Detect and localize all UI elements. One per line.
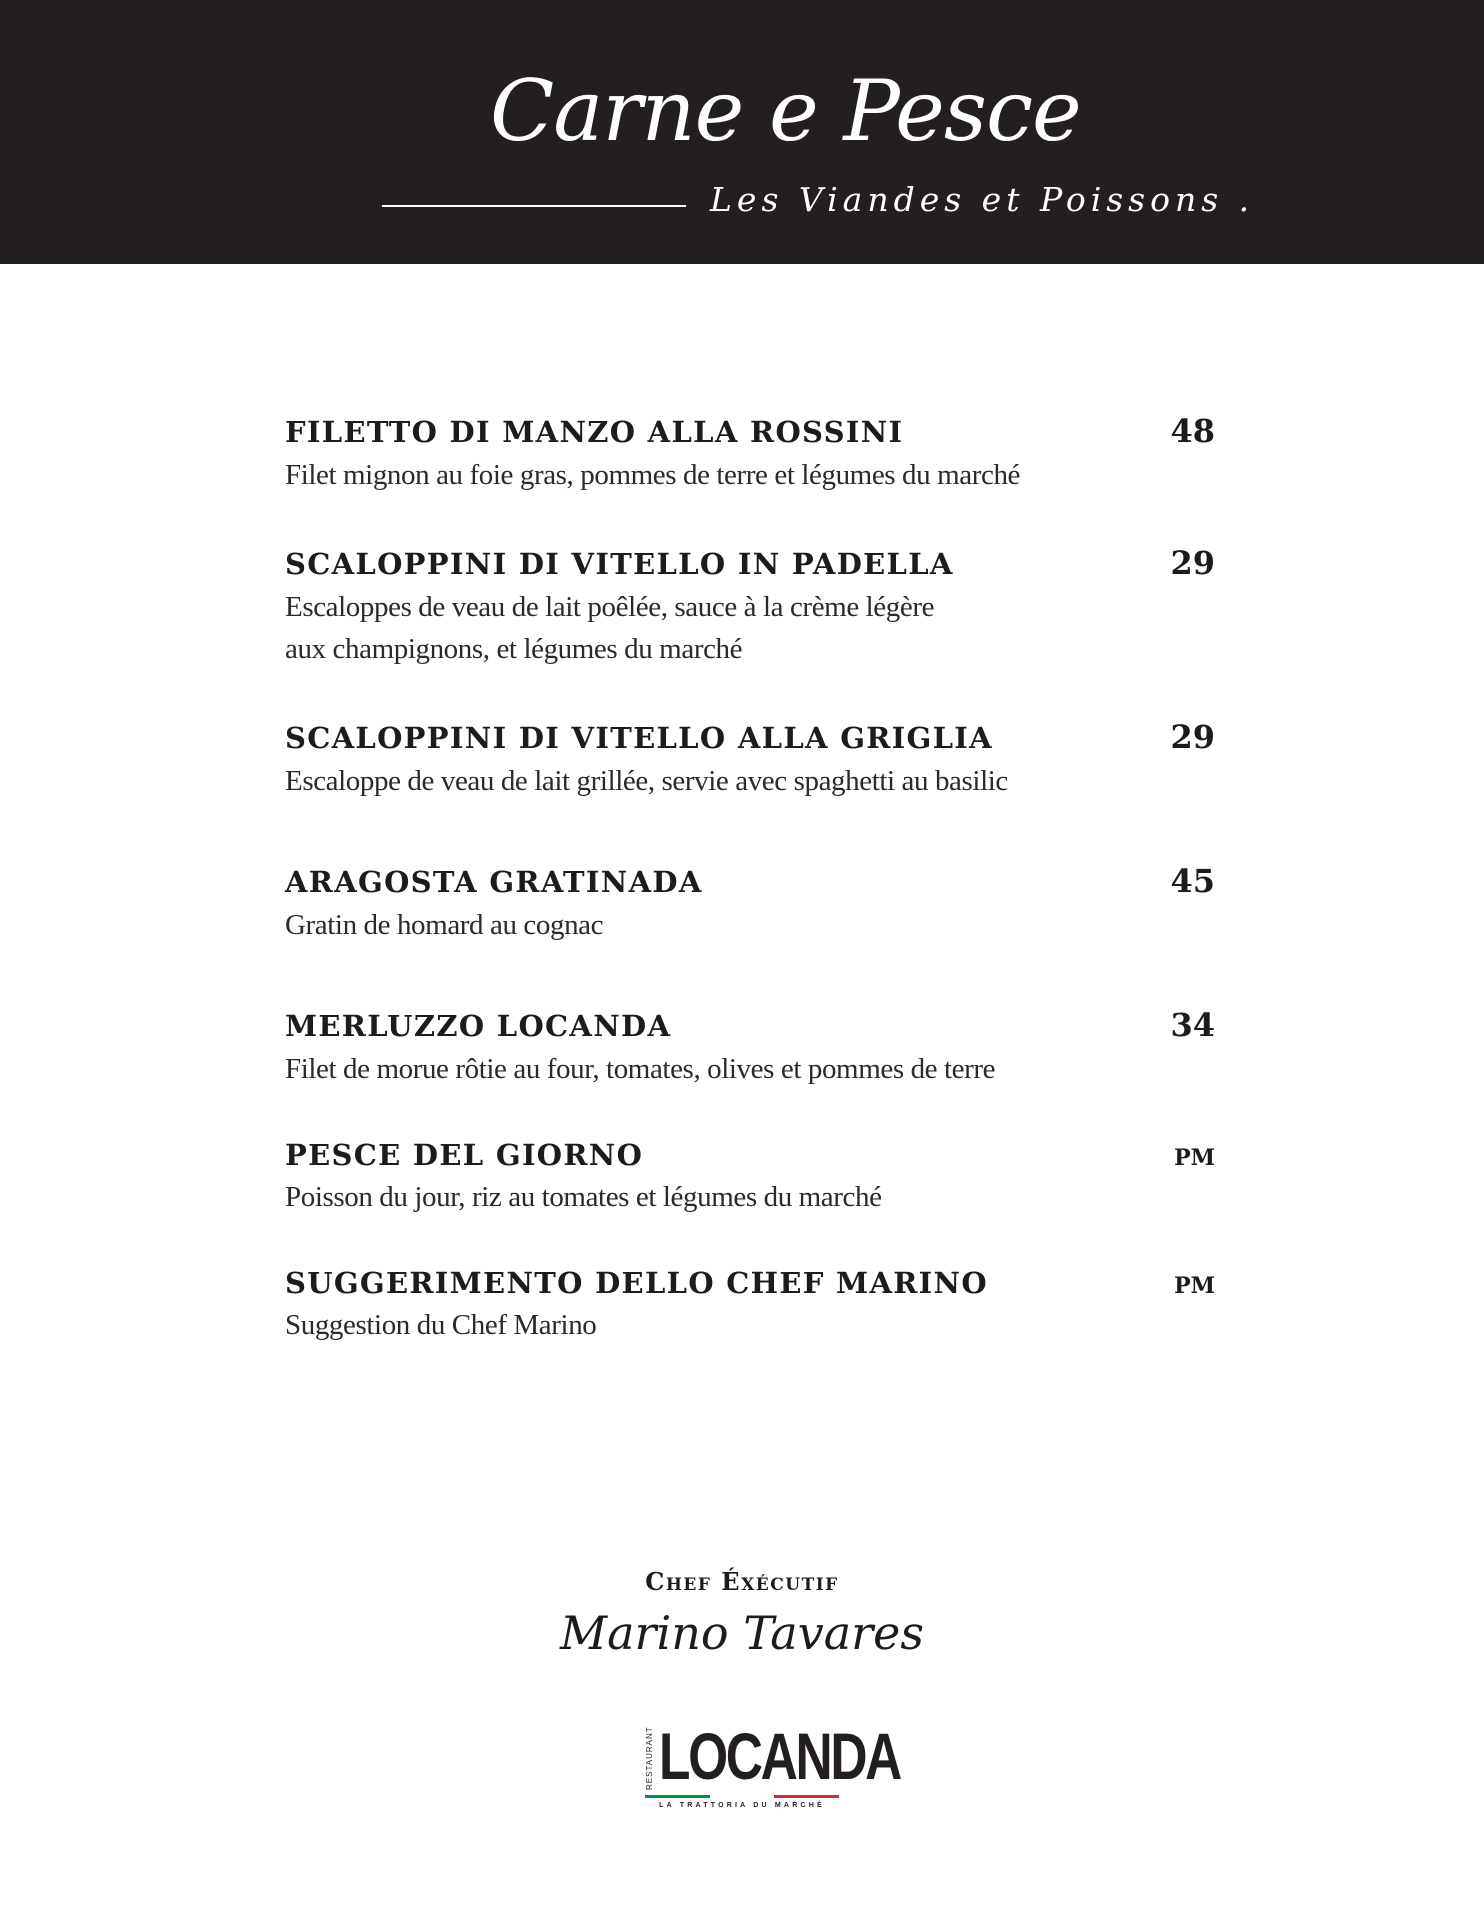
- menu-item-description: Escaloppe de veau de lait grillée, servie avec spaghetti au basilic: [285, 765, 1008, 797]
- restaurant-logo: [645, 1719, 900, 1814]
- menu-item-description: Filet de morue rôtie au four, tomates, olives et pommes de terre: [285, 1053, 996, 1085]
- menu-item-name: MERLUZZO LOCANDA: [285, 1009, 672, 1043]
- menu-item: [285, 718, 1215, 802]
- menu-item-description: Gratin de homard au cognac: [285, 909, 604, 941]
- menu-item-price: PM: [1174, 1273, 1215, 1299]
- menu-item-name: SUGGERIMENTO DELLO CHEF MARINO: [285, 1266, 988, 1300]
- menu-item-description: Poisson du jour, riz au tomates et légumes du marché: [285, 1181, 882, 1213]
- menu-item-description-line: aux champignons, et légumes du marché: [285, 633, 743, 665]
- menu-item: [285, 1138, 1215, 1218]
- menu-item: [285, 412, 1215, 496]
- menu-item-name: ARAGOSTA GRATINADA: [285, 865, 703, 899]
- chef-signature: Marino Tavares: [560, 1606, 924, 1660]
- menu-item-description: Filet mignon au foie gras, pommes de terre et légumes du marché: [285, 459, 1021, 491]
- menu-list: [285, 412, 1215, 1394]
- menu-item-description: [285, 586, 1045, 670]
- menu-item-price: 45: [1170, 862, 1215, 900]
- menu-item-price: 29: [1170, 544, 1215, 582]
- menu-item: [285, 1266, 1215, 1346]
- logo-stripe-white: [710, 1795, 775, 1798]
- logo-name: LOCANDA: [659, 1719, 900, 1793]
- menu-item: [285, 544, 1215, 670]
- menu-item-description: Suggestion du Chef Marino: [285, 1309, 597, 1341]
- logo-stripe-red: [774, 1795, 839, 1798]
- menu-item-description-line: Escaloppes de veau de lait poêlée, sauce à la crème légère: [285, 591, 935, 623]
- logo-small-text: RESTAURANT: [645, 1726, 654, 1790]
- menu-item-price: 29: [1170, 718, 1215, 756]
- menu-item-price: 34: [1170, 1006, 1215, 1044]
- page-title: Carne e Pesce: [490, 62, 1081, 160]
- menu-item-price: PM: [1174, 1145, 1215, 1171]
- logo-tagline: LA TRATTORIA DU MARCHÉ: [659, 1802, 825, 1809]
- menu-item-name: SCALOPPINI DI VITELLO ALLA GRIGLIA: [285, 721, 993, 755]
- header-banner: [0, 0, 1484, 264]
- logo-stripe-green: [645, 1795, 710, 1798]
- page-subtitle: Les Viandes et Poissons .: [710, 180, 1255, 219]
- menu-item-name: SCALOPPINI DI VITELLO IN PADELLA: [285, 547, 954, 581]
- menu-item-name: FILETTO DI MANZO ALLA ROSSINI: [285, 415, 904, 449]
- logo-flag-stripe: [645, 1795, 839, 1798]
- menu-item-name: PESCE DEL GIORNO: [285, 1138, 644, 1172]
- header-divider: [382, 205, 686, 207]
- menu-item: [285, 1006, 1215, 1090]
- chef-label: Chef Éxécutif: [645, 1567, 839, 1596]
- menu-item: [285, 862, 1215, 946]
- menu-item-price: 48: [1170, 412, 1215, 450]
